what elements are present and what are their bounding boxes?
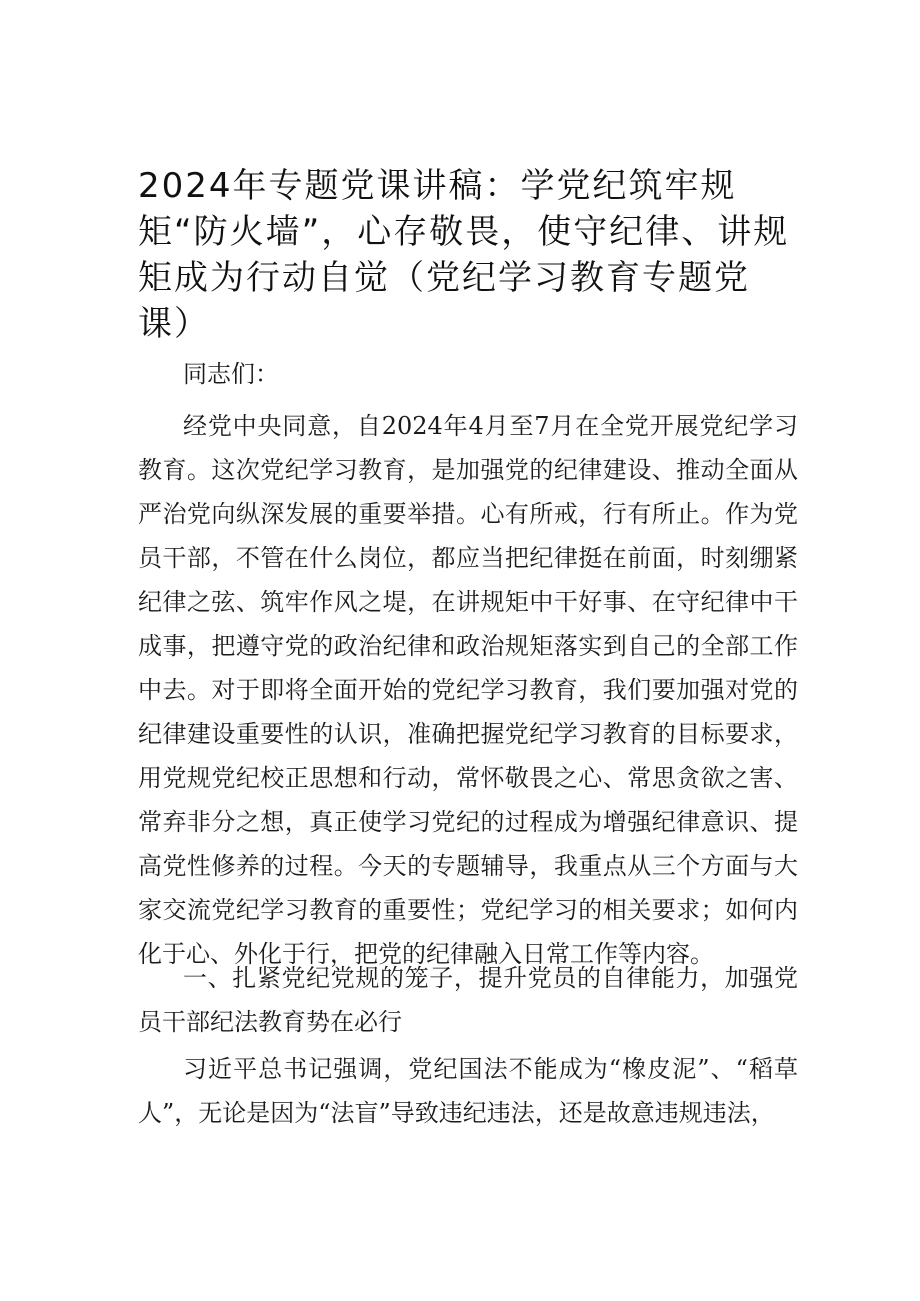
- greeting: 同志们：: [183, 360, 279, 388]
- paragraph-intro: 经党中央同意，自2024年4月至7月在全党开展党纪学习教育。这次党纪学习教育，是加强党的纪律建设、推动全面从严治党向纵深发展的重要举措。心有所戒，行有所止。作为党员干部，不管在什么岗位，都应当把纪律挺在前面，时刻绷紧纪律之弦、筑牢作风之堤，在讲规矩中干好事、在守纪律中干成事，把遵守党的政治纪律和政治规矩落实到自己的全部工作中去。对于即将全面开始的党纪学习教育，我们要加强对党的纪律建设重要性的认识，准确把握党纪学习教育的目标要求，用党规党纪校正思想和行动，常怀敬畏之心、常思贪欲之害、常弃非分之想，真正使学习党纪的过程成为增强纪律意识、提高党性修养的过程。今天的专题辅导，我重点从三个方面与大家交流党纪学习教育的重要性；党纪学习的相关要求；如何内化于心、外化于行，把党的纪律融入日常工作等内容。: [138, 412, 798, 968]
- paragraph-section-1: 习近平总书记强调，党纪国法不能成为“橡皮泥”、“稻草人”，无论是因为“法盲”导致违纪违法，还是故意违规违法，: [138, 1055, 798, 1127]
- document-title: 2024年专题党课讲稿：学党纪筑牢规矩“防火墙”，心存敬畏，使守纪律、讲规矩成为行动自觉（党纪学习教育专题党课）: [138, 166, 790, 344]
- section-heading-1: 一、扎紧党纪党规的笼子，提升党员的自律能力，加强党员干部纪法教育势在必行: [138, 964, 798, 1036]
